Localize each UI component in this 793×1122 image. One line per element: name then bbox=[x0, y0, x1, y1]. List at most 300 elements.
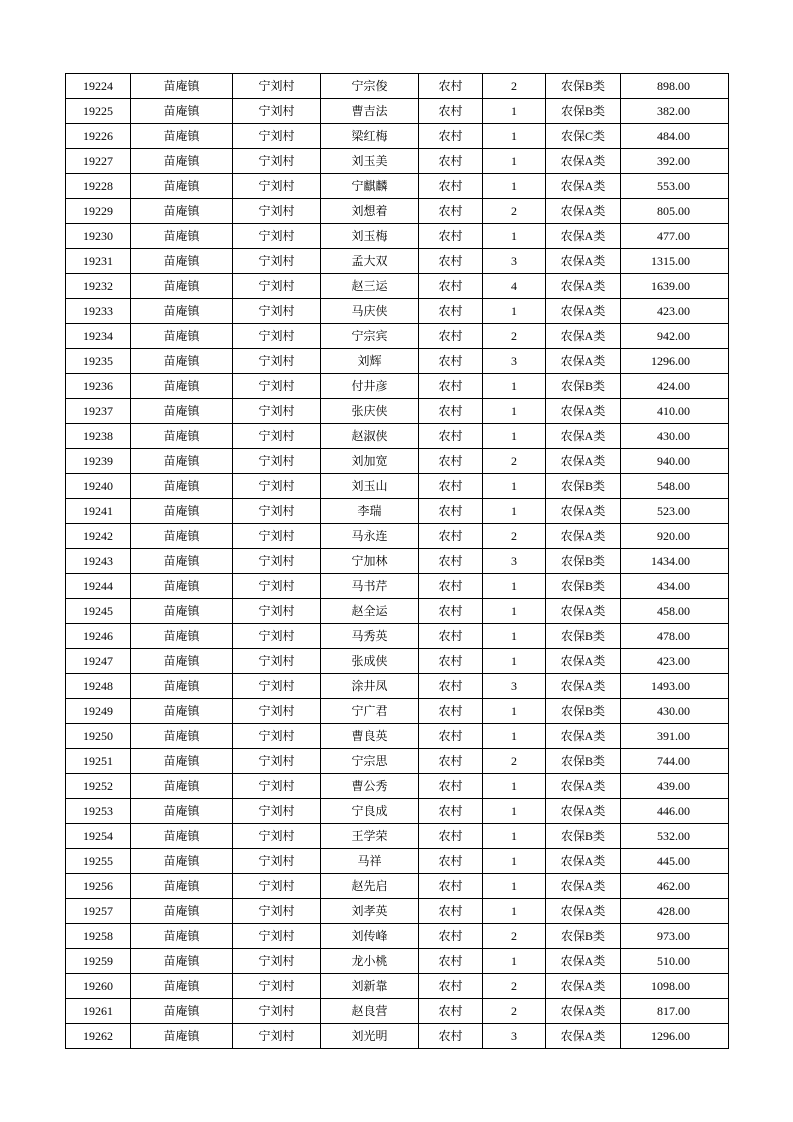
cell-id: 19232 bbox=[66, 274, 131, 299]
cell-category: 农保A类 bbox=[546, 524, 621, 549]
table-row bbox=[66, 224, 729, 249]
cell-category: 农保A类 bbox=[546, 499, 621, 524]
cell-name: 曹良英 bbox=[321, 724, 419, 749]
cell-category: 农保A类 bbox=[546, 799, 621, 824]
cell-category: 农保A类 bbox=[546, 774, 621, 799]
cell-name: 赵淑侠 bbox=[321, 424, 419, 449]
cell-category: 农保B类 bbox=[546, 549, 621, 574]
table-row bbox=[66, 724, 729, 749]
cell-name: 孟大双 bbox=[321, 249, 419, 274]
cell-count: 1 bbox=[483, 874, 546, 899]
cell-id: 19231 bbox=[66, 249, 131, 274]
cell-residence: 农村 bbox=[419, 549, 483, 574]
cell-id: 19229 bbox=[66, 199, 131, 224]
cell-name: 刘玉山 bbox=[321, 474, 419, 499]
cell-count: 2 bbox=[483, 449, 546, 474]
cell-name: 宁加林 bbox=[321, 549, 419, 574]
cell-count: 2 bbox=[483, 749, 546, 774]
cell-town: 苗庵镇 bbox=[131, 99, 233, 124]
cell-village: 宁刘村 bbox=[233, 249, 321, 274]
cell-town: 苗庵镇 bbox=[131, 549, 233, 574]
cell-town: 苗庵镇 bbox=[131, 874, 233, 899]
cell-village: 宁刘村 bbox=[233, 474, 321, 499]
cell-id: 19255 bbox=[66, 849, 131, 874]
table-row bbox=[66, 424, 729, 449]
cell-amount: 1098.00 bbox=[621, 974, 729, 999]
table-row bbox=[66, 199, 729, 224]
cell-count: 3 bbox=[483, 1024, 546, 1049]
cell-residence: 农村 bbox=[419, 374, 483, 399]
table-row bbox=[66, 499, 729, 524]
cell-amount: 439.00 bbox=[621, 774, 729, 799]
cell-name: 刘辉 bbox=[321, 349, 419, 374]
cell-town: 苗庵镇 bbox=[131, 274, 233, 299]
cell-town: 苗庵镇 bbox=[131, 1024, 233, 1049]
table-row bbox=[66, 274, 729, 299]
cell-residence: 农村 bbox=[419, 574, 483, 599]
cell-id: 19243 bbox=[66, 549, 131, 574]
cell-village: 宁刘村 bbox=[233, 449, 321, 474]
cell-count: 2 bbox=[483, 924, 546, 949]
cell-amount: 430.00 bbox=[621, 424, 729, 449]
cell-id: 19233 bbox=[66, 299, 131, 324]
cell-village: 宁刘村 bbox=[233, 299, 321, 324]
cell-name: 刘新靠 bbox=[321, 974, 419, 999]
cell-amount: 532.00 bbox=[621, 824, 729, 849]
cell-name: 刘加宽 bbox=[321, 449, 419, 474]
cell-count: 1 bbox=[483, 774, 546, 799]
cell-town: 苗庵镇 bbox=[131, 849, 233, 874]
cell-count: 1 bbox=[483, 649, 546, 674]
cell-town: 苗庵镇 bbox=[131, 724, 233, 749]
table-row bbox=[66, 599, 729, 624]
cell-village: 宁刘村 bbox=[233, 649, 321, 674]
cell-residence: 农村 bbox=[419, 824, 483, 849]
cell-residence: 农村 bbox=[419, 774, 483, 799]
cell-category: 农保A类 bbox=[546, 449, 621, 474]
cell-id: 19242 bbox=[66, 524, 131, 549]
cell-town: 苗庵镇 bbox=[131, 224, 233, 249]
cell-count: 1 bbox=[483, 849, 546, 874]
cell-count: 1 bbox=[483, 124, 546, 149]
table-row bbox=[66, 99, 729, 124]
table-row bbox=[66, 149, 729, 174]
cell-category: 农保B类 bbox=[546, 749, 621, 774]
cell-amount: 424.00 bbox=[621, 374, 729, 399]
cell-amount: 462.00 bbox=[621, 874, 729, 899]
table-row bbox=[66, 474, 729, 499]
cell-residence: 农村 bbox=[419, 149, 483, 174]
cell-amount: 392.00 bbox=[621, 149, 729, 174]
cell-village: 宁刘村 bbox=[233, 574, 321, 599]
table-row bbox=[66, 949, 729, 974]
cell-village: 宁刘村 bbox=[233, 624, 321, 649]
cell-village: 宁刘村 bbox=[233, 374, 321, 399]
cell-village: 宁刘村 bbox=[233, 549, 321, 574]
cell-category: 农保A类 bbox=[546, 674, 621, 699]
cell-id: 19246 bbox=[66, 624, 131, 649]
cell-count: 1 bbox=[483, 149, 546, 174]
cell-village: 宁刘村 bbox=[233, 524, 321, 549]
cell-residence: 农村 bbox=[419, 299, 483, 324]
cell-town: 苗庵镇 bbox=[131, 399, 233, 424]
table-row bbox=[66, 1024, 729, 1049]
cell-name: 曹吉法 bbox=[321, 99, 419, 124]
table-row bbox=[66, 549, 729, 574]
cell-name: 赵良营 bbox=[321, 999, 419, 1024]
cell-name: 梁红梅 bbox=[321, 124, 419, 149]
cell-village: 宁刘村 bbox=[233, 124, 321, 149]
cell-village: 宁刘村 bbox=[233, 149, 321, 174]
cell-id: 19251 bbox=[66, 749, 131, 774]
cell-name: 刘孝英 bbox=[321, 899, 419, 924]
cell-town: 苗庵镇 bbox=[131, 374, 233, 399]
cell-amount: 898.00 bbox=[621, 74, 729, 99]
cell-residence: 农村 bbox=[419, 499, 483, 524]
cell-residence: 农村 bbox=[419, 974, 483, 999]
cell-amount: 484.00 bbox=[621, 124, 729, 149]
cell-category: 农保B类 bbox=[546, 474, 621, 499]
cell-village: 宁刘村 bbox=[233, 399, 321, 424]
cell-amount: 430.00 bbox=[621, 699, 729, 724]
cell-category: 农保A类 bbox=[546, 324, 621, 349]
cell-village: 宁刘村 bbox=[233, 924, 321, 949]
cell-count: 3 bbox=[483, 549, 546, 574]
cell-category: 农保A类 bbox=[546, 899, 621, 924]
cell-residence: 农村 bbox=[419, 174, 483, 199]
cell-town: 苗庵镇 bbox=[131, 649, 233, 674]
cell-town: 苗庵镇 bbox=[131, 199, 233, 224]
cell-category: 农保A类 bbox=[546, 399, 621, 424]
cell-town: 苗庵镇 bbox=[131, 974, 233, 999]
cell-count: 1 bbox=[483, 699, 546, 724]
table-row bbox=[66, 174, 729, 199]
cell-village: 宁刘村 bbox=[233, 874, 321, 899]
cell-amount: 1315.00 bbox=[621, 249, 729, 274]
table-body bbox=[66, 74, 729, 1049]
cell-residence: 农村 bbox=[419, 224, 483, 249]
cell-category: 农保C类 bbox=[546, 124, 621, 149]
cell-residence: 农村 bbox=[419, 724, 483, 749]
cell-residence: 农村 bbox=[419, 524, 483, 549]
cell-count: 2 bbox=[483, 524, 546, 549]
cell-name: 宁宗思 bbox=[321, 749, 419, 774]
cell-town: 苗庵镇 bbox=[131, 799, 233, 824]
cell-count: 2 bbox=[483, 999, 546, 1024]
cell-village: 宁刘村 bbox=[233, 599, 321, 624]
cell-amount: 458.00 bbox=[621, 599, 729, 624]
cell-town: 苗庵镇 bbox=[131, 174, 233, 199]
cell-village: 宁刘村 bbox=[233, 674, 321, 699]
cell-town: 苗庵镇 bbox=[131, 674, 233, 699]
cell-count: 3 bbox=[483, 249, 546, 274]
table-row bbox=[66, 399, 729, 424]
cell-id: 19239 bbox=[66, 449, 131, 474]
cell-id: 19262 bbox=[66, 1024, 131, 1049]
cell-amount: 1639.00 bbox=[621, 274, 729, 299]
cell-residence: 农村 bbox=[419, 799, 483, 824]
cell-amount: 391.00 bbox=[621, 724, 729, 749]
cell-village: 宁刘村 bbox=[233, 499, 321, 524]
cell-count: 2 bbox=[483, 74, 546, 99]
cell-id: 19238 bbox=[66, 424, 131, 449]
cell-town: 苗庵镇 bbox=[131, 899, 233, 924]
table-row bbox=[66, 749, 729, 774]
cell-id: 19260 bbox=[66, 974, 131, 999]
cell-town: 苗庵镇 bbox=[131, 524, 233, 549]
cell-id: 19256 bbox=[66, 874, 131, 899]
cell-name: 赵全运 bbox=[321, 599, 419, 624]
cell-id: 19240 bbox=[66, 474, 131, 499]
cell-amount: 423.00 bbox=[621, 299, 729, 324]
cell-category: 农保B类 bbox=[546, 374, 621, 399]
cell-residence: 农村 bbox=[419, 599, 483, 624]
cell-residence: 农村 bbox=[419, 124, 483, 149]
cell-amount: 744.00 bbox=[621, 749, 729, 774]
cell-residence: 农村 bbox=[419, 99, 483, 124]
cell-count: 1 bbox=[483, 899, 546, 924]
cell-count: 1 bbox=[483, 949, 546, 974]
cell-category: 农保A类 bbox=[546, 949, 621, 974]
cell-id: 19234 bbox=[66, 324, 131, 349]
cell-count: 1 bbox=[483, 799, 546, 824]
cell-count: 1 bbox=[483, 224, 546, 249]
cell-residence: 农村 bbox=[419, 874, 483, 899]
cell-name: 赵先启 bbox=[321, 874, 419, 899]
cell-town: 苗庵镇 bbox=[131, 749, 233, 774]
cell-name: 王学荣 bbox=[321, 824, 419, 849]
cell-name: 涂井凤 bbox=[321, 674, 419, 699]
cell-residence: 农村 bbox=[419, 274, 483, 299]
table-row bbox=[66, 849, 729, 874]
cell-village: 宁刘村 bbox=[233, 99, 321, 124]
cell-amount: 434.00 bbox=[621, 574, 729, 599]
cell-residence: 农村 bbox=[419, 624, 483, 649]
cell-residence: 农村 bbox=[419, 749, 483, 774]
cell-village: 宁刘村 bbox=[233, 699, 321, 724]
cell-name: 刘光明 bbox=[321, 1024, 419, 1049]
cell-residence: 农村 bbox=[419, 199, 483, 224]
cell-name: 刘玉美 bbox=[321, 149, 419, 174]
cell-town: 苗庵镇 bbox=[131, 599, 233, 624]
cell-count: 1 bbox=[483, 824, 546, 849]
cell-id: 19259 bbox=[66, 949, 131, 974]
cell-category: 农保A类 bbox=[546, 874, 621, 899]
cell-village: 宁刘村 bbox=[233, 199, 321, 224]
cell-residence: 农村 bbox=[419, 474, 483, 499]
cell-town: 苗庵镇 bbox=[131, 74, 233, 99]
cell-town: 苗庵镇 bbox=[131, 449, 233, 474]
cell-amount: 423.00 bbox=[621, 649, 729, 674]
cell-amount: 805.00 bbox=[621, 199, 729, 224]
cell-village: 宁刘村 bbox=[233, 774, 321, 799]
cell-village: 宁刘村 bbox=[233, 274, 321, 299]
cell-village: 宁刘村 bbox=[233, 74, 321, 99]
cell-amount: 1434.00 bbox=[621, 549, 729, 574]
cell-residence: 农村 bbox=[419, 424, 483, 449]
cell-village: 宁刘村 bbox=[233, 724, 321, 749]
cell-village: 宁刘村 bbox=[233, 174, 321, 199]
cell-name: 宁广君 bbox=[321, 699, 419, 724]
cell-category: 农保A类 bbox=[546, 849, 621, 874]
cell-count: 4 bbox=[483, 274, 546, 299]
cell-town: 苗庵镇 bbox=[131, 349, 233, 374]
cell-amount: 817.00 bbox=[621, 999, 729, 1024]
cell-id: 19252 bbox=[66, 774, 131, 799]
cell-residence: 农村 bbox=[419, 699, 483, 724]
cell-residence: 农村 bbox=[419, 674, 483, 699]
cell-residence: 农村 bbox=[419, 999, 483, 1024]
cell-name: 刘想着 bbox=[321, 199, 419, 224]
cell-name: 张庆侠 bbox=[321, 399, 419, 424]
table-row bbox=[66, 799, 729, 824]
cell-residence: 农村 bbox=[419, 74, 483, 99]
cell-category: 农保A类 bbox=[546, 974, 621, 999]
table-row bbox=[66, 974, 729, 999]
cell-count: 1 bbox=[483, 424, 546, 449]
cell-category: 农保B类 bbox=[546, 824, 621, 849]
cell-village: 宁刘村 bbox=[233, 949, 321, 974]
payment-roster-table bbox=[65, 73, 729, 1049]
cell-amount: 478.00 bbox=[621, 624, 729, 649]
cell-amount: 1296.00 bbox=[621, 1024, 729, 1049]
cell-name: 李瑞 bbox=[321, 499, 419, 524]
cell-town: 苗庵镇 bbox=[131, 924, 233, 949]
cell-name: 付井彦 bbox=[321, 374, 419, 399]
cell-id: 19228 bbox=[66, 174, 131, 199]
table-row bbox=[66, 824, 729, 849]
cell-town: 苗庵镇 bbox=[131, 774, 233, 799]
table-row bbox=[66, 524, 729, 549]
cell-village: 宁刘村 bbox=[233, 324, 321, 349]
cell-name: 刘玉梅 bbox=[321, 224, 419, 249]
cell-category: 农保A类 bbox=[546, 149, 621, 174]
table-row bbox=[66, 624, 729, 649]
table-row bbox=[66, 374, 729, 399]
cell-category: 农保A类 bbox=[546, 349, 621, 374]
cell-count: 1 bbox=[483, 474, 546, 499]
cell-id: 19245 bbox=[66, 599, 131, 624]
cell-town: 苗庵镇 bbox=[131, 499, 233, 524]
cell-id: 19237 bbox=[66, 399, 131, 424]
cell-id: 19250 bbox=[66, 724, 131, 749]
cell-amount: 973.00 bbox=[621, 924, 729, 949]
table-row bbox=[66, 699, 729, 724]
cell-id: 19248 bbox=[66, 674, 131, 699]
cell-village: 宁刘村 bbox=[233, 799, 321, 824]
cell-amount: 940.00 bbox=[621, 449, 729, 474]
cell-amount: 428.00 bbox=[621, 899, 729, 924]
cell-category: 农保A类 bbox=[546, 424, 621, 449]
table-row bbox=[66, 124, 729, 149]
cell-category: 农保A类 bbox=[546, 649, 621, 674]
cell-count: 1 bbox=[483, 374, 546, 399]
table-row bbox=[66, 924, 729, 949]
cell-name: 马秀英 bbox=[321, 624, 419, 649]
cell-town: 苗庵镇 bbox=[131, 149, 233, 174]
table-row bbox=[66, 299, 729, 324]
table-row bbox=[66, 874, 729, 899]
table-row bbox=[66, 324, 729, 349]
cell-village: 宁刘村 bbox=[233, 974, 321, 999]
cell-count: 1 bbox=[483, 599, 546, 624]
cell-count: 3 bbox=[483, 349, 546, 374]
cell-count: 1 bbox=[483, 574, 546, 599]
cell-id: 19241 bbox=[66, 499, 131, 524]
cell-category: 农保B类 bbox=[546, 74, 621, 99]
cell-town: 苗庵镇 bbox=[131, 424, 233, 449]
cell-count: 1 bbox=[483, 399, 546, 424]
cell-id: 19236 bbox=[66, 374, 131, 399]
cell-id: 19224 bbox=[66, 74, 131, 99]
cell-village: 宁刘村 bbox=[233, 999, 321, 1024]
cell-id: 19254 bbox=[66, 824, 131, 849]
cell-town: 苗庵镇 bbox=[131, 324, 233, 349]
cell-town: 苗庵镇 bbox=[131, 699, 233, 724]
cell-category: 农保A类 bbox=[546, 1024, 621, 1049]
cell-name: 张成侠 bbox=[321, 649, 419, 674]
cell-amount: 942.00 bbox=[621, 324, 729, 349]
cell-count: 1 bbox=[483, 724, 546, 749]
cell-count: 1 bbox=[483, 499, 546, 524]
table-row bbox=[66, 74, 729, 99]
cell-amount: 1296.00 bbox=[621, 349, 729, 374]
cell-town: 苗庵镇 bbox=[131, 624, 233, 649]
cell-residence: 农村 bbox=[419, 949, 483, 974]
cell-residence: 农村 bbox=[419, 849, 483, 874]
cell-village: 宁刘村 bbox=[233, 349, 321, 374]
cell-name: 龙小桃 bbox=[321, 949, 419, 974]
cell-residence: 农村 bbox=[419, 349, 483, 374]
cell-town: 苗庵镇 bbox=[131, 999, 233, 1024]
cell-count: 3 bbox=[483, 674, 546, 699]
cell-id: 19258 bbox=[66, 924, 131, 949]
cell-id: 19249 bbox=[66, 699, 131, 724]
cell-village: 宁刘村 bbox=[233, 749, 321, 774]
table-row bbox=[66, 674, 729, 699]
table-row bbox=[66, 899, 729, 924]
cell-name: 马永连 bbox=[321, 524, 419, 549]
cell-id: 19261 bbox=[66, 999, 131, 1024]
cell-residence: 农村 bbox=[419, 649, 483, 674]
cell-count: 2 bbox=[483, 324, 546, 349]
table-row bbox=[66, 649, 729, 674]
table-row bbox=[66, 449, 729, 474]
cell-residence: 农村 bbox=[419, 324, 483, 349]
cell-id: 19253 bbox=[66, 799, 131, 824]
cell-name: 马庆侠 bbox=[321, 299, 419, 324]
cell-count: 1 bbox=[483, 99, 546, 124]
cell-name: 赵三运 bbox=[321, 274, 419, 299]
cell-name: 宁麒麟 bbox=[321, 174, 419, 199]
cell-count: 1 bbox=[483, 624, 546, 649]
table-row bbox=[66, 349, 729, 374]
cell-category: 农保A类 bbox=[546, 174, 621, 199]
cell-id: 19227 bbox=[66, 149, 131, 174]
cell-category: 农保B类 bbox=[546, 574, 621, 599]
cell-amount: 548.00 bbox=[621, 474, 729, 499]
cell-id: 19244 bbox=[66, 574, 131, 599]
cell-name: 曹公秀 bbox=[321, 774, 419, 799]
cell-amount: 446.00 bbox=[621, 799, 729, 824]
cell-amount: 382.00 bbox=[621, 99, 729, 124]
cell-town: 苗庵镇 bbox=[131, 249, 233, 274]
cell-village: 宁刘村 bbox=[233, 224, 321, 249]
cell-town: 苗庵镇 bbox=[131, 949, 233, 974]
cell-count: 2 bbox=[483, 199, 546, 224]
cell-residence: 农村 bbox=[419, 399, 483, 424]
cell-id: 19230 bbox=[66, 224, 131, 249]
